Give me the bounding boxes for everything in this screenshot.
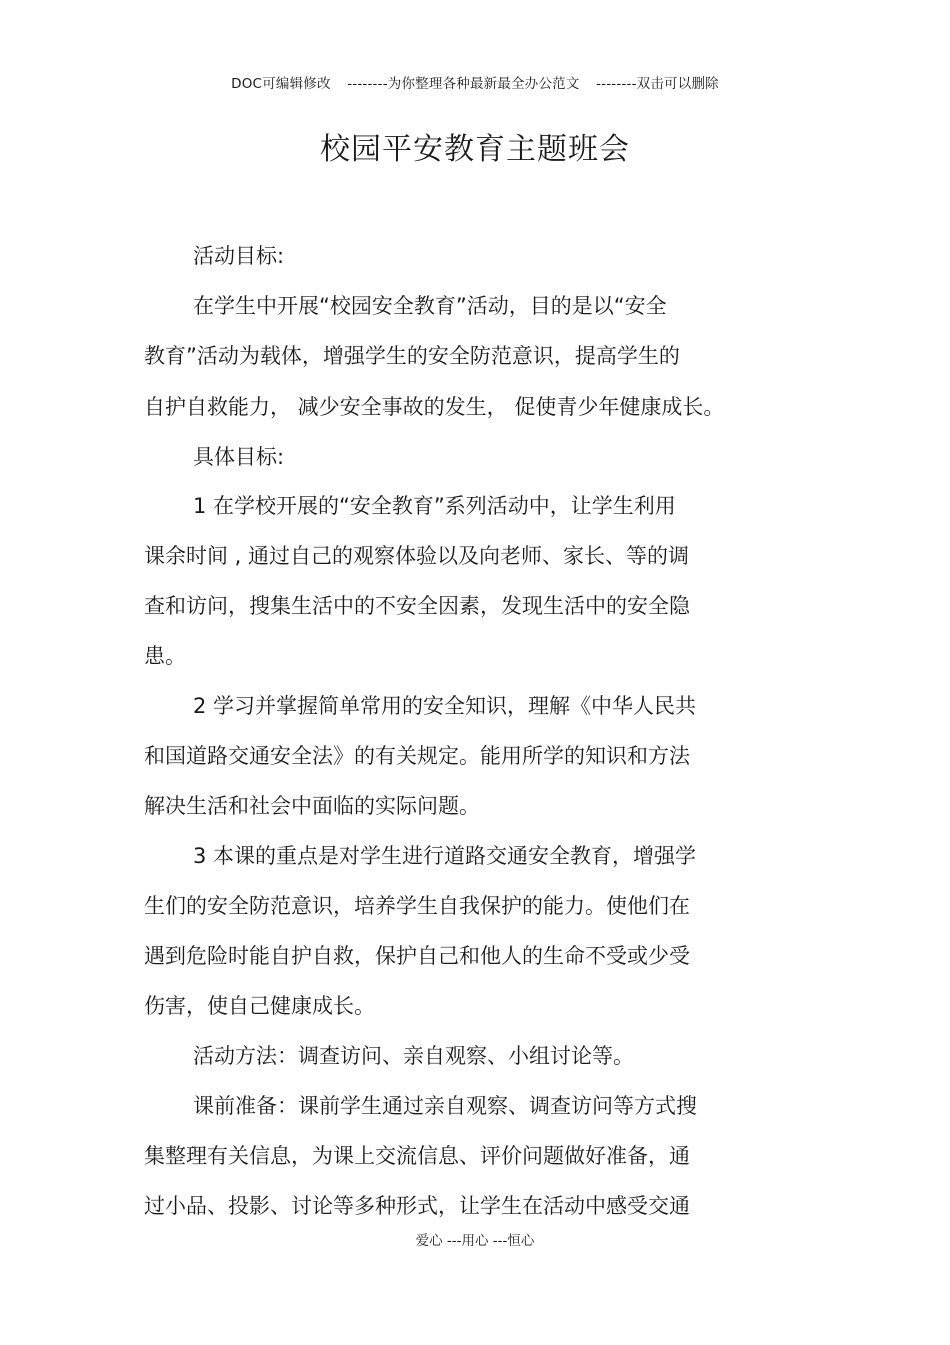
header-right: --------双击可以删除 [596,76,719,92]
paragraph-line: 课前准备：课前学生通过亲自观察、调查访问等方式搜 [193,1094,697,1118]
paragraph-line: 伤害，使自己健康成长。 [144,994,375,1018]
paragraph-line: 活动方法：调查访问、亲自观察、小组讨论等。 [193,1044,634,1068]
page-header [0,72,950,92]
page-footer: 爱心 ---用心 ---恒心 [415,1233,535,1249]
paragraph-line: 遇到危险时能自护自救，保护自己和他人的生命不受或少受 [144,944,690,968]
paragraph-line: 教育”活动为载体，增强学生的安全防范意识，提高学生的 [144,344,680,368]
paragraph-line: 3 本课的重点是对学生进行道路交通安全教育，增强学 [193,844,697,868]
paragraph-line: 集整理有关信息，为课上交流信息、评价问题做好准备，通 [144,1144,690,1168]
paragraph-line: 解决生活和社会中面临的实际问题。 [144,794,480,818]
header-left: DOC可编辑修改 [231,76,331,92]
paragraph-line: 患。 [144,644,186,668]
header-middle: --------为你整理各种最新最全办公范文 [347,76,580,92]
paragraph-line: 2 学习并掌握简单常用的安全知识，理解《中华人民共 [193,694,697,718]
paragraph-line: 自护自救能力， 减少安全事故的发生， 促使青少年健康成长。 [144,395,725,419]
section-heading: 活动目标: [193,244,285,268]
paragraph-line: 生们的安全防范意识，培养学生自我保护的能力。使他们在 [144,894,690,918]
paragraph-line: 查和访问，搜集生活中的不安全因素，发现生活中的安全隐 [144,594,690,618]
document-title: 校园平安教育主题班会 [320,132,630,167]
paragraph-line: 和国道路交通安全法》的有关规定。能用所学的知识和方法 [144,744,690,768]
paragraph-line: 1 在学校开展的“安全教育”系列活动中，让学生利用 [193,494,676,518]
paragraph-line: 过小品、投影、讨论等多种形式，让学生在活动中感受交通 [144,1194,690,1218]
paragraph-line: 在学生中开展“校园安全教育”活动，目的是以“安全 [193,294,667,318]
section-heading: 具体目标: [193,445,285,469]
paragraph-line: 课余时间 , 通过自己的观察体验以及向老师、家长、等的调 [144,544,690,568]
